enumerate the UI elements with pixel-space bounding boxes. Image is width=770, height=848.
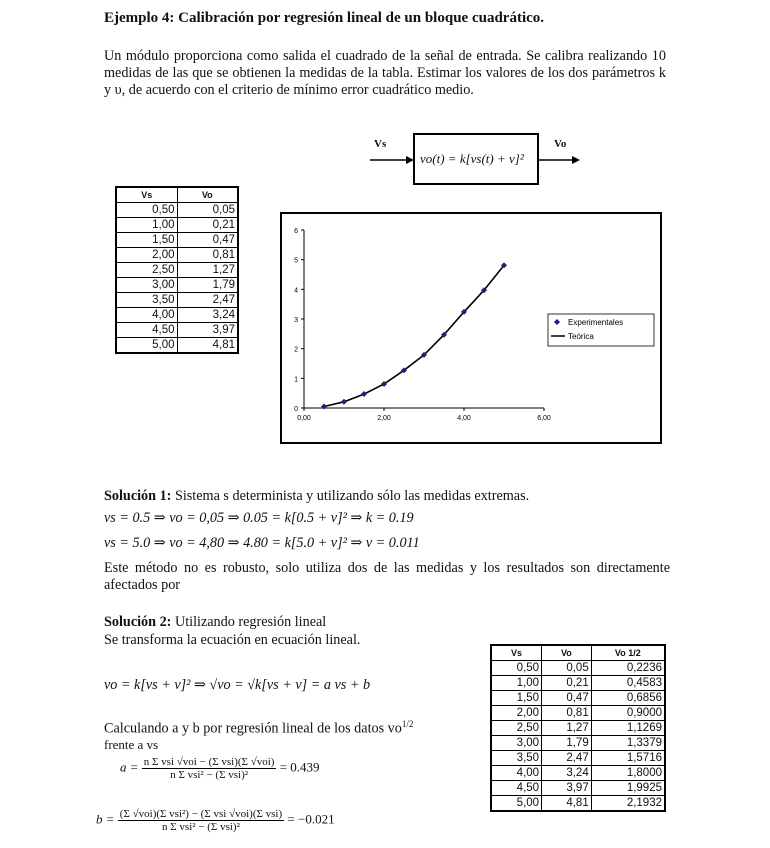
y-tick-label: 1 — [294, 376, 298, 384]
table-row — [116, 248, 238, 263]
table-cell: 3,50 — [116, 293, 177, 308]
table-cell: 2,1932 — [591, 796, 665, 812]
x-tick-label: 4,00 — [457, 415, 471, 422]
table-cell: 2,47 — [177, 293, 238, 308]
y-tick-label: 5 — [294, 257, 298, 265]
table-header: Vs — [491, 645, 542, 661]
b-lhs: b = — [96, 811, 115, 827]
solution-1-eq1: vs = 0.5 ⇒ vo = 0,05 ⇒ 0.05 = k[0.5 + v]² ⇒ k = 0.19 — [104, 510, 414, 526]
table-row — [116, 308, 238, 323]
table-cell: 1,00 — [491, 676, 542, 691]
solution-2-eq: vo = k[vs + v]² ⇒ √vo = √k[vs + v] = a vs + b — [104, 677, 371, 693]
table-cell: 4,00 — [491, 766, 542, 781]
theoretical-line — [324, 265, 504, 406]
table-cell: 1,00 — [116, 218, 177, 233]
table-cell: 5,00 — [491, 796, 542, 812]
solution-2-calc — [104, 716, 484, 738]
table-row — [491, 781, 665, 796]
table-cell: 0,9000 — [591, 706, 665, 721]
table-cell: 2,47 — [542, 751, 592, 766]
table-cell: 1,3379 — [591, 736, 665, 751]
table-row — [116, 203, 238, 218]
a-numerator: n Σ vsi √voi − (Σ vsi)(Σ √voi) — [143, 756, 275, 768]
table-row — [491, 721, 665, 736]
calc-text: Calculando a y b por regresión lineal de los datos vo — [104, 720, 402, 737]
formula-b — [96, 808, 335, 833]
a-value: = 0.439 — [279, 759, 320, 775]
table-row — [116, 338, 238, 354]
x-tick-label: 6,00 — [537, 415, 551, 422]
output-label: Vo — [554, 138, 567, 150]
solution-1-eq2: vs = 5.0 ⇒ vo = 4,80 ⇒ 4.80 = k[5.0 + v]² ⇒ v = 0.011 — [104, 535, 420, 551]
table-row — [116, 218, 238, 233]
b-numerator: (Σ √voi)(Σ vsi²) − (Σ vsi √voi)(Σ vsi) — [119, 808, 283, 820]
legend-label-teorica: Teórica — [568, 332, 594, 341]
table-cell: 4,81 — [177, 338, 238, 354]
table-header: Vo — [177, 187, 238, 203]
calc-sup: 1/2 — [401, 719, 414, 729]
solution-1-note: Este método no es robusto, solo utiliza dos de las medidas y los resultados son directamente afectados por — [104, 560, 670, 594]
formula-a — [120, 756, 320, 781]
table-cell: 2,00 — [116, 248, 177, 263]
table-row — [116, 278, 238, 293]
table-cell: 3,24 — [542, 766, 592, 781]
table-cell: 1,5716 — [591, 751, 665, 766]
table-cell: 0,05 — [177, 203, 238, 218]
table-cell: 0,2236 — [591, 661, 665, 676]
a-lhs: a = — [120, 759, 139, 775]
legend-label-experimentales: Experimentales — [568, 318, 624, 327]
table-header: Vs — [116, 187, 177, 203]
table-cell: 0,81 — [177, 248, 238, 263]
y-tick-label: 6 — [294, 228, 298, 235]
table-cell: 0,21 — [177, 218, 238, 233]
table-row — [491, 766, 665, 781]
table-cell: 1,8000 — [591, 766, 665, 781]
solution-1-heading: Solución 1: — [104, 488, 172, 504]
b-value: = −0.021 — [287, 811, 335, 827]
solution-2-calc2: frente a vs — [104, 737, 159, 752]
table-cell: 1,79 — [177, 278, 238, 293]
table-cell: 3,97 — [177, 323, 238, 338]
table-cell: 0,4583 — [591, 676, 665, 691]
solution-2-line2: Se transforma la ecuación en ecuación lineal. — [104, 632, 361, 648]
table-cell: 3,00 — [491, 736, 542, 751]
table-cell: 4,50 — [116, 323, 177, 338]
block-formula: vo(t) = k[vs(t) + v]² — [420, 151, 524, 166]
table-row — [116, 233, 238, 248]
table-row — [491, 661, 665, 676]
table-row — [491, 706, 665, 721]
x-tick-label: 2,00 — [377, 415, 391, 422]
table-cell: 4,00 — [116, 308, 177, 323]
table-row — [116, 323, 238, 338]
table-cell: 3,97 — [542, 781, 592, 796]
y-tick-label: 3 — [294, 317, 298, 324]
solution-2 — [104, 614, 326, 631]
data-point — [341, 399, 347, 405]
table-cell: 2,50 — [491, 721, 542, 736]
table-cell: 1,50 — [491, 691, 542, 706]
x-tick-label: 0,00 — [297, 415, 311, 422]
table-cell: 1,1269 — [591, 721, 665, 736]
table-cell: 3,50 — [491, 751, 542, 766]
table-cell: 4,81 — [542, 796, 592, 812]
table-cell: 1,27 — [542, 721, 592, 736]
data-point — [361, 391, 367, 397]
table-header: Vo 1/2 — [591, 645, 665, 661]
table-cell: 2,00 — [491, 706, 542, 721]
table-cell: 0,50 — [491, 661, 542, 676]
a-denominator: n Σ vsi² − (Σ vsi)² — [170, 769, 249, 781]
table-cell: 0,50 — [116, 203, 177, 218]
solution-1 — [104, 488, 670, 505]
table-row — [491, 676, 665, 691]
table-row — [116, 293, 238, 308]
b-fraction — [118, 808, 284, 833]
table-row — [491, 736, 665, 751]
input-label: Vs — [374, 138, 387, 150]
data-point — [321, 404, 327, 410]
table-cell: 1,79 — [542, 736, 592, 751]
y-tick-label: 4 — [294, 287, 298, 295]
table-row — [491, 751, 665, 766]
table-cell: 1,50 — [116, 233, 177, 248]
table-row — [491, 796, 665, 812]
y-tick-label: 0 — [294, 406, 298, 413]
table-cell: 0,6856 — [591, 691, 665, 706]
table-header: Vo — [542, 645, 592, 661]
table-cell: 1,9925 — [591, 781, 665, 796]
table-cell: 0,47 — [177, 233, 238, 248]
table-cell: 0,21 — [542, 676, 592, 691]
page-title: Ejemplo 4: Calibración por regresión lineal de un bloque cuadrático. — [104, 10, 545, 26]
table-cell: 1,27 — [177, 263, 238, 278]
table-cell: 2,50 — [116, 263, 177, 278]
table-cell: 0,05 — [542, 661, 592, 676]
table-row — [491, 691, 665, 706]
b-denominator: n Σ vsi² − (Σ vsi)² — [162, 821, 240, 833]
table-cell: 0,47 — [542, 691, 592, 706]
regression-table — [490, 644, 666, 812]
chart-frame — [280, 212, 662, 444]
chart — [282, 214, 660, 442]
solution-2-heading: Solución 2: — [104, 614, 172, 630]
measurement-table — [115, 186, 239, 354]
intro-paragraph: Un módulo proporciona como salida el cuadrado de la señal de entrada. Se calibra realizando 10 medidas de las que se obtienen la medidas de la tabla. Estimar los valores de los dos parámetros k y υ, de acuerdo con el criterio de mínimo error cuadrático medio. — [104, 48, 666, 99]
table-cell: 4,50 — [491, 781, 542, 796]
solution-1-text: Sistema s determinista y utilizando sólo las medidas extremas. — [174, 488, 530, 504]
table-cell: 0,81 — [542, 706, 592, 721]
solution-2-heading-rest: Utilizando regresión lineal — [174, 614, 327, 630]
table-cell: 3,00 — [116, 278, 177, 293]
a-fraction — [142, 756, 277, 781]
y-tick-label: 2 — [294, 346, 298, 354]
table-cell: 5,00 — [116, 338, 177, 354]
block-diagram — [368, 124, 588, 194]
table-row — [116, 263, 238, 278]
table-cell: 3,24 — [177, 308, 238, 323]
